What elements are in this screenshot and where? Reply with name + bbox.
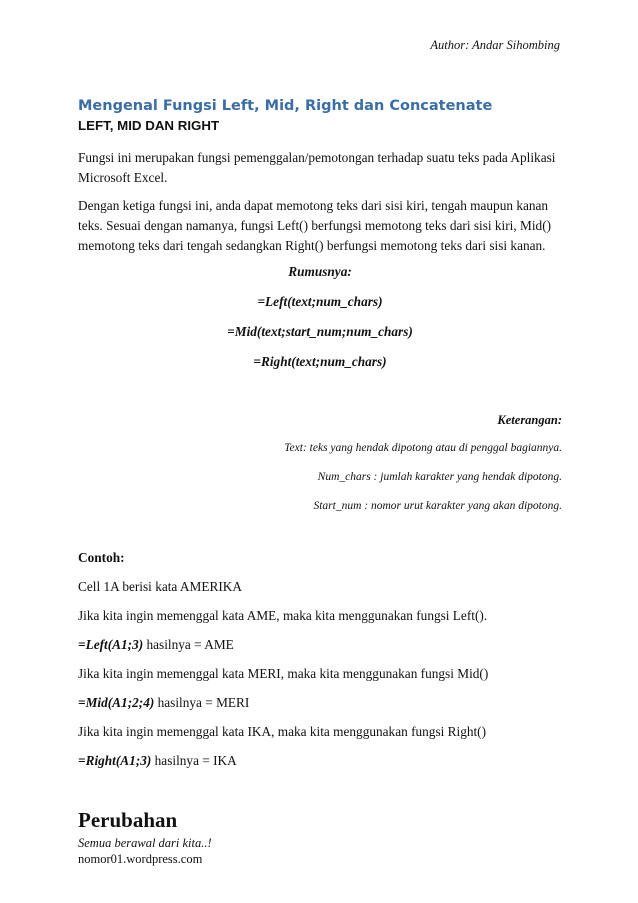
contoh-result-text: hasilnya = IKA: [151, 753, 237, 768]
formula-left: =Left(text;num_chars): [257, 294, 383, 309]
section-heading: LEFT, MID DAN RIGHT: [78, 118, 220, 133]
keterangan-item: Start_num : nomor urut karakter yang akan dipotong.: [313, 500, 562, 512]
contoh-formula: =Mid(A1;2;4): [78, 695, 155, 710]
contoh-line: Jika kita ingin memenggal kata AME, maka kita menggunakan fungsi Left().: [78, 608, 488, 623]
document-title: Mengenal Fungsi Left, Mid, Right dan Concatenate: [78, 98, 493, 114]
contoh-result: [78, 693, 562, 713]
keterangan-item: Text: teks yang hendak dipotong atau di penggal bagiannya.: [284, 442, 562, 454]
formula-mid: =Mid(text;start_num;num_chars): [227, 324, 413, 339]
contoh-formula: =Left(A1;3): [78, 637, 144, 652]
formula-heading: Rumusnya:: [288, 264, 352, 279]
paragraph-intro: Fungsi ini merupakan fungsi pemenggalan/pemotongan terhadap suatu teks pada Aplikasi Microsoft Excel.: [78, 150, 556, 185]
footer-subtitle: Semua berawal dari kita..!: [78, 836, 212, 850]
document-body: [78, 96, 562, 771]
author-line: Author: Andar Sihombing: [430, 38, 560, 52]
contoh-cell: Cell 1A berisi kata AMERIKA: [78, 579, 242, 594]
contoh-line: Jika kita ingin memenggal kata MERI, maka kita menggunakan fungsi Mid(): [78, 666, 489, 681]
keterangan-item: Num_chars : jumlah karakter yang hendak dipotong.: [317, 471, 562, 483]
keterangan-heading: Keterangan:: [497, 413, 562, 427]
contoh-result-text: hasilnya = MERI: [154, 695, 250, 710]
contoh-result-text: hasilnya = AME: [143, 637, 234, 652]
contoh-heading: Contoh:: [78, 550, 125, 565]
contoh-result: [78, 635, 562, 655]
contoh-line: Jika kita ingin memenggal kata IKA, maka kita menggunakan fungsi Right(): [78, 724, 487, 739]
contoh-result: [78, 751, 562, 771]
formula-right: =Right(text;num_chars): [253, 354, 387, 369]
footer-url: nomor01.wordpress.com: [78, 852, 203, 866]
contoh-formula: =Right(A1;3): [78, 753, 152, 768]
footer-title: Perubahan: [78, 808, 178, 832]
paragraph-description: Dengan ketiga fungsi ini, anda dapat memotong teks dari sisi kiri, tengah maupun kanan teks. Sesuai dengan namanya, fungsi Left() berfungsi memotong teks dari sisi kiri, Mid() memotong teks dari tengah sedangkan Right() berfungsi memotong teks dari sisi kanan.: [78, 198, 552, 253]
